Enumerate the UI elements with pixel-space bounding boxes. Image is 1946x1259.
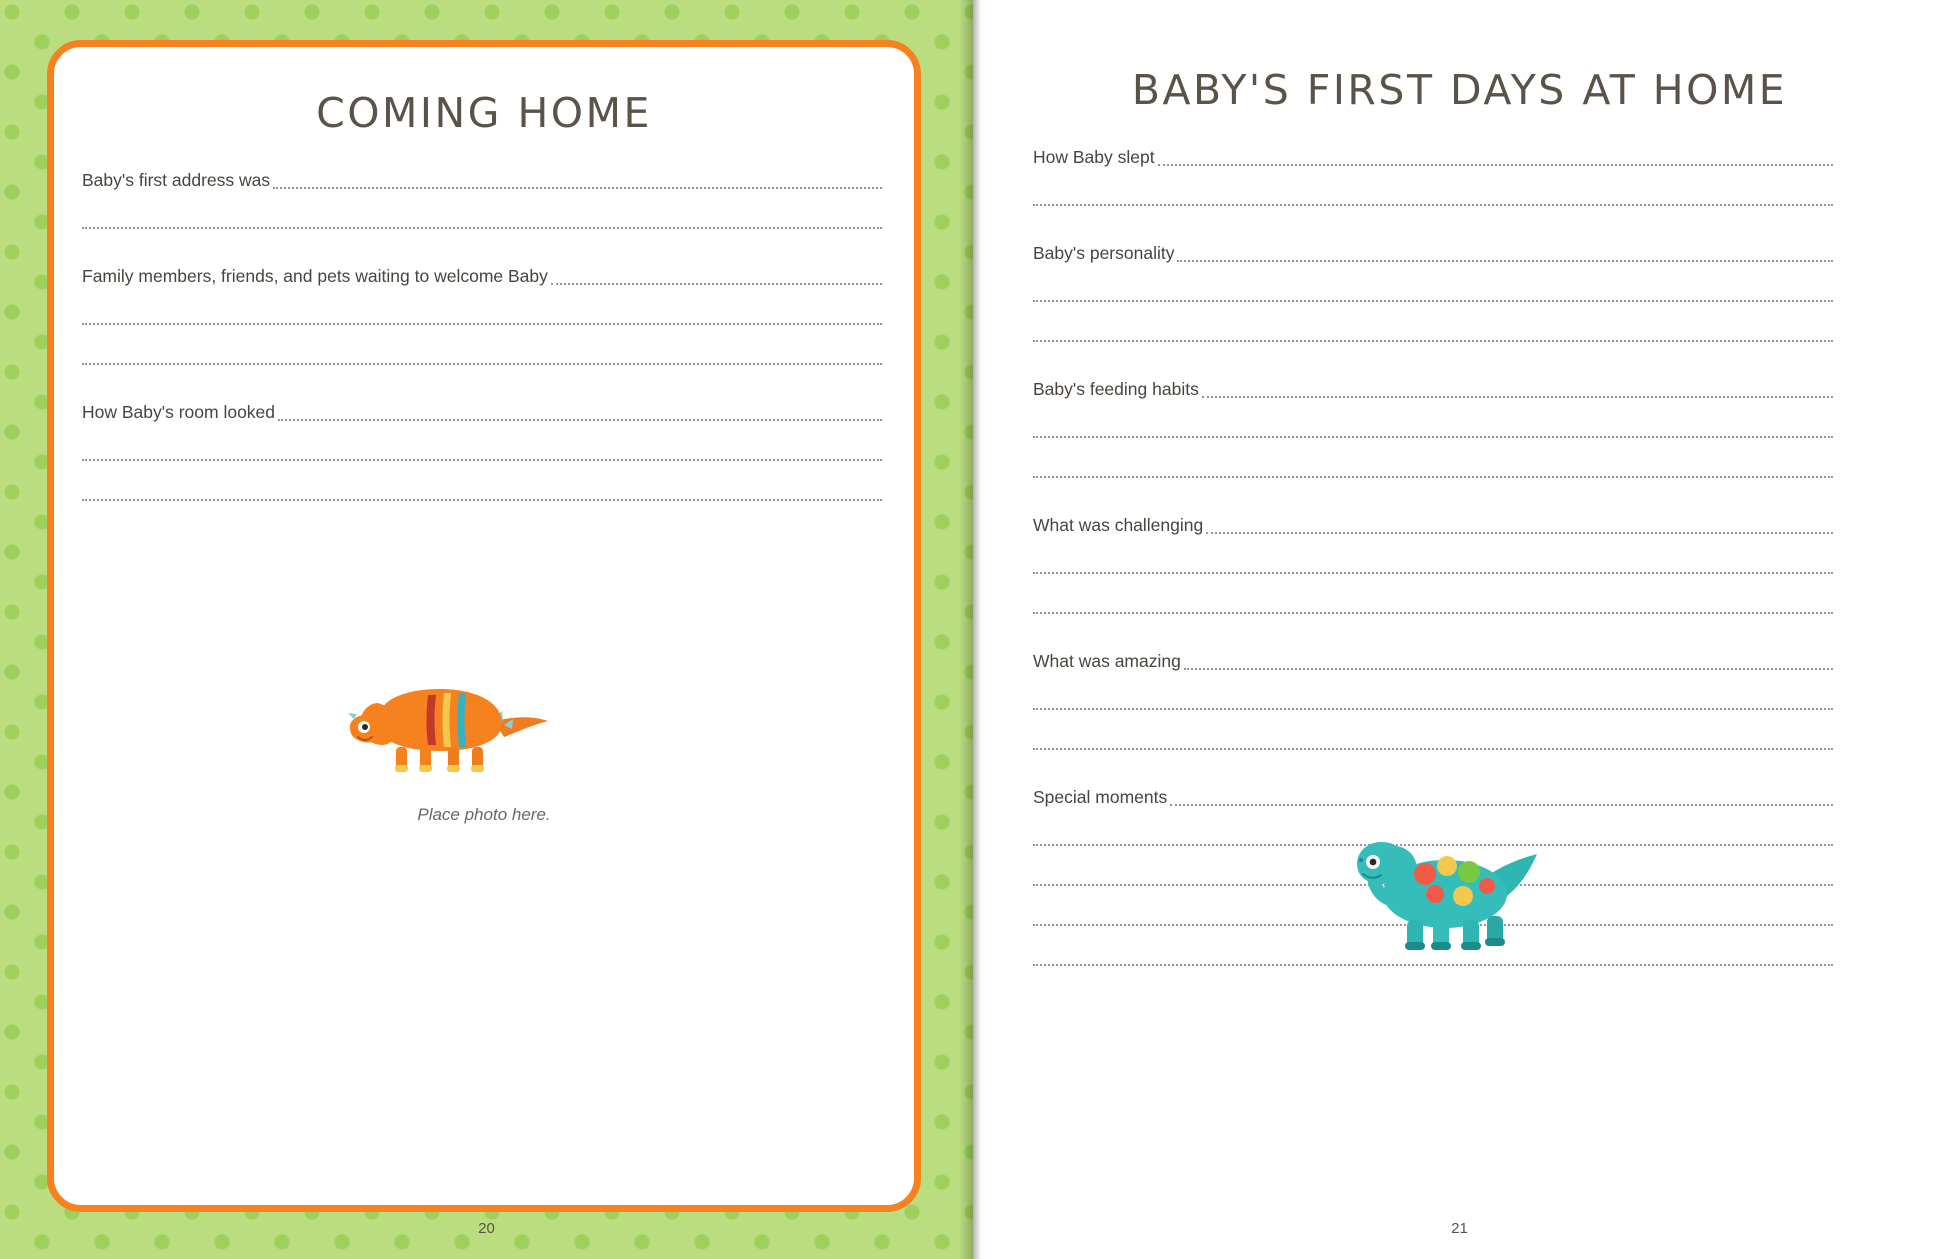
field-continuation-line[interactable]	[82, 289, 882, 329]
field-rule[interactable]	[1033, 572, 1833, 574]
field-row[interactable]	[1033, 226, 1833, 266]
field-rule[interactable]	[1033, 612, 1833, 614]
field-continuation-line[interactable]	[1033, 266, 1833, 306]
field-continuation-line[interactable]	[1033, 538, 1833, 578]
page-title: COMING HOME	[316, 89, 652, 137]
coming-home-card	[47, 40, 921, 1212]
field-rule[interactable]	[1033, 436, 1833, 438]
field-continuation-line[interactable]	[1033, 714, 1833, 754]
field-group-spacer	[1033, 346, 1833, 362]
field-row[interactable]	[1033, 498, 1833, 538]
field-continuation-line[interactable]	[1033, 578, 1833, 618]
field-label: What was challenging	[1033, 515, 1204, 535]
field-rule[interactable]	[1177, 260, 1833, 262]
field-rule[interactable]	[1202, 396, 1833, 398]
field-continuation-line[interactable]	[1033, 402, 1833, 442]
field-label: Baby's first address was	[82, 170, 271, 190]
field-row[interactable]	[1033, 770, 1833, 810]
field-group-spacer	[1033, 482, 1833, 498]
field-label: What was amazing	[1033, 651, 1181, 671]
field-rule[interactable]	[1170, 804, 1833, 806]
right-page	[973, 0, 1946, 1259]
field-row[interactable]	[82, 153, 882, 193]
teal-brontosaurus-icon	[1323, 824, 1541, 952]
field-continuation-line[interactable]	[82, 425, 882, 465]
field-label: Family members, friends, and pets waiting to welcome Baby	[82, 266, 548, 286]
field-row[interactable]	[82, 249, 882, 289]
field-label: Special moments	[1033, 787, 1168, 807]
field-group-spacer	[1033, 210, 1833, 226]
field-group-spacer	[82, 369, 882, 385]
page-title: BABY'S FIRST DAYS AT HOME	[1131, 66, 1788, 114]
field-rule[interactable]	[82, 459, 882, 461]
field-group-spacer	[1033, 618, 1833, 634]
field-row[interactable]	[82, 385, 882, 425]
field-continuation-line[interactable]	[1033, 170, 1833, 210]
photo-placeholder-caption: Place photo here.	[417, 805, 551, 824]
page-number: 21	[1451, 1220, 1468, 1237]
field-continuation-line[interactable]	[1033, 442, 1833, 482]
field-rule[interactable]	[82, 499, 882, 501]
coming-home-fields	[82, 153, 882, 505]
field-row[interactable]	[1033, 634, 1833, 674]
field-label: Baby's personality	[1033, 243, 1175, 263]
field-rule[interactable]	[1033, 340, 1833, 342]
field-continuation-line[interactable]	[82, 465, 882, 505]
field-rule[interactable]	[1033, 964, 1833, 966]
field-continuation-line[interactable]	[82, 193, 882, 233]
field-label: How Baby's room looked	[82, 402, 276, 422]
field-group-spacer	[1033, 754, 1833, 770]
field-rule[interactable]	[1033, 708, 1833, 710]
field-rule[interactable]	[273, 187, 882, 189]
field-rule[interactable]	[1158, 164, 1833, 166]
field-continuation-line[interactable]	[82, 329, 882, 369]
field-rule[interactable]	[1033, 476, 1833, 478]
orange-triceratops-icon	[344, 659, 556, 779]
field-row[interactable]	[1033, 362, 1833, 402]
field-rule[interactable]	[1033, 204, 1833, 206]
field-rule[interactable]	[1184, 668, 1833, 670]
field-rule[interactable]	[82, 363, 882, 365]
page-number: 20	[478, 1220, 495, 1237]
field-rule[interactable]	[1033, 748, 1833, 750]
field-rule[interactable]	[278, 419, 882, 421]
field-continuation-line[interactable]	[1033, 674, 1833, 714]
field-group-spacer	[82, 233, 882, 249]
field-rule[interactable]	[82, 323, 882, 325]
field-rule[interactable]	[1033, 300, 1833, 302]
field-rule[interactable]	[82, 227, 882, 229]
field-row[interactable]	[1033, 130, 1833, 170]
field-continuation-line[interactable]	[1033, 306, 1833, 346]
field-label: How Baby slept	[1033, 147, 1155, 167]
field-rule[interactable]	[1206, 532, 1833, 534]
field-label: Baby's feeding habits	[1033, 379, 1199, 399]
field-rule[interactable]	[551, 283, 882, 285]
